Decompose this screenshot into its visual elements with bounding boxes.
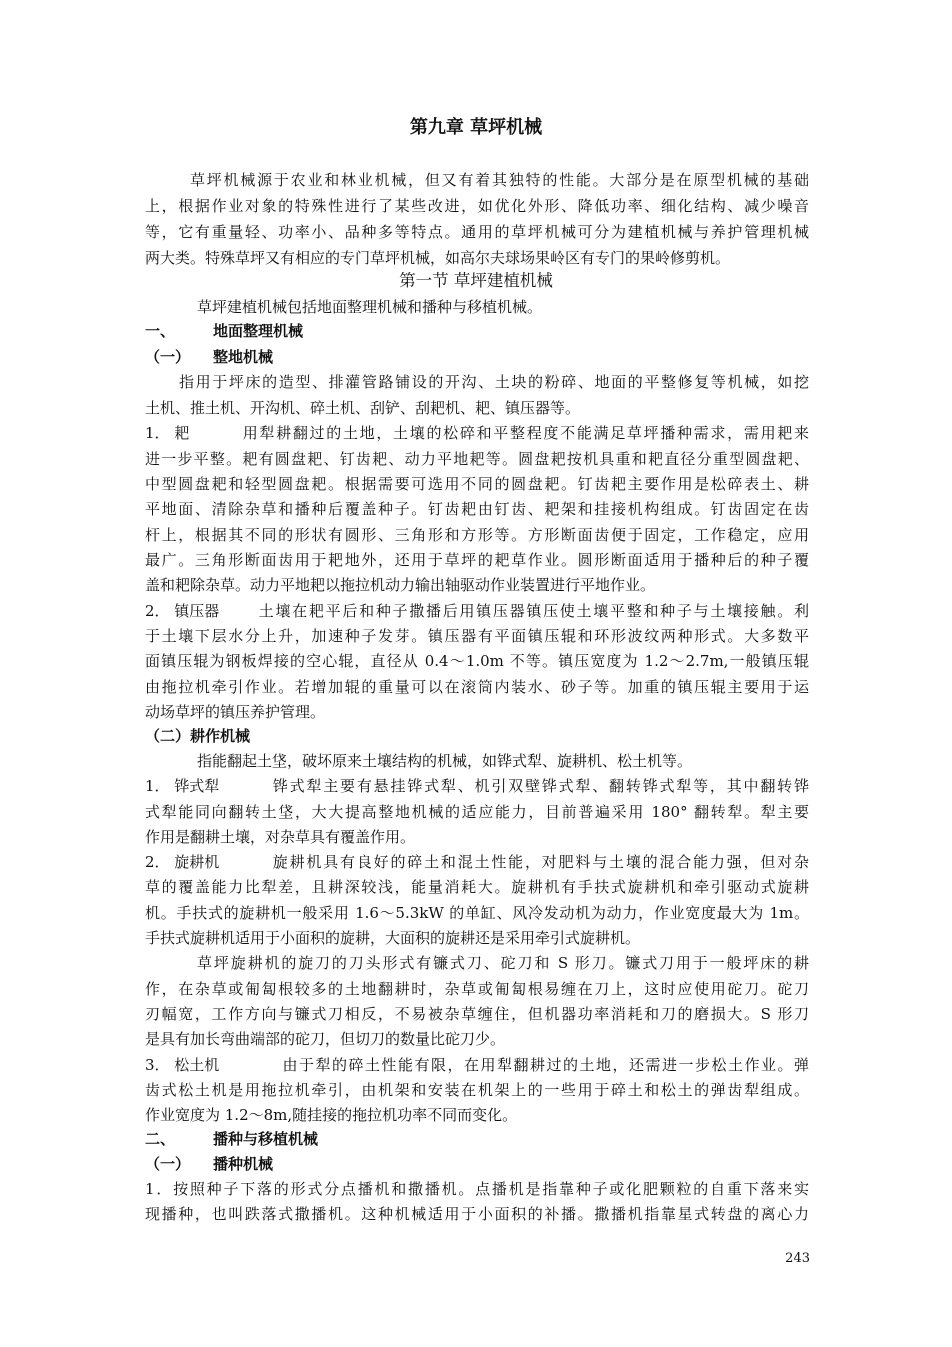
item-text: 由于犁的碎土性能有限，在用犁翻耕过的土地，还需进一步松土作业。弹	[281, 1056, 809, 1074]
paragraph-line: 草的覆盖能力比犁差，且耕深较浅，能量消耗大。旋耕机有手扶式旋耕机和牵引驱动式旋耕	[145, 878, 809, 896]
list-item-line	[145, 849, 809, 875]
paragraph-line: 草坪机械源于农业和林业机械，但又有着其独特的性能。大部分是在原型机械的基础	[190, 171, 809, 189]
paragraph-line: 上，根据作业对象的特殊性进行了某些改进，如优化外形、降低功率、细化结构、减少噪音	[145, 197, 809, 215]
paragraph-line: 齿式松土机是用拖拉机牵引，由机架和安装在机架上的一些用于碎土和松土的弹齿犁组成。	[145, 1081, 809, 1099]
item-text: 旋耕机具有良好的碎土和混土性能，对肥料与土壤的混合能力强，但对杂	[271, 853, 809, 871]
paragraph-line: 动场草坪的镇压养护管理。	[145, 703, 326, 721]
paragraph-line: 中型圆盘耙和轻型圆盘耙。根据需要可选用不同的圆盘耙。钉齿耙主要作用是松碎表土、耕	[145, 475, 809, 493]
paragraph-line: 作业宽度为 1.2～8m,随挂接的拖拉机功率不同而变化。	[145, 1106, 518, 1124]
paragraph-line: 是具有加长弯曲端部的砣刀，但切刀的数量比砣刀少。	[145, 1030, 506, 1048]
item-text: 铧式犁主要有悬挂铧式犁、机引双壁铧式犁、翻转铧式犁等，其中翻转铧	[271, 777, 809, 795]
list-item-line	[145, 420, 809, 446]
paragraph-line: 式犁能同向翻转土垡，大大提高整地机械的适应能力，目前普遍采用 180° 翻转犁。犁主要	[145, 803, 809, 821]
item-marker: 3． 松土机	[145, 1056, 220, 1074]
item-marker: 2． 旋耕机	[145, 853, 220, 871]
heading-text: 地面整理机械	[213, 322, 304, 340]
paragraph-line: 杆上，根据其不同的形状有圆形、三角形和方形等。方形断面齿便于固定，工作稳定，应用	[145, 526, 809, 544]
section-heading: 第一节 草坪建植机械	[399, 271, 553, 290]
paragraph-line: 盖和耙除杂草。动力平地耙以拖拉机动力输出轴驱动作业装置进行平地作业。	[145, 576, 656, 594]
paragraph-line: 两大类。特殊草坪又有相应的专门草坪机械，如高尔夫球场果岭区有专门的果岭修剪机。	[145, 249, 731, 267]
item-text: 土壤在耙平后和种子撒播后用镇压器镇压使土壤平整和种子与土壤接触。利	[257, 602, 809, 620]
list-item-line	[145, 1052, 809, 1078]
paragraph-line: 机。手扶式的旋耕机一般采用 1.6～5.3kW 的单缸、风冷发动机为动力，作业宽度最大为 1m。	[145, 904, 809, 922]
paragraph-line: 现播种，也叫跌落式撒播机。这种机械适用于小面积的补播。撒播机指靠星式转盘的离心力	[145, 1205, 809, 1223]
paragraph-line: 土机、推土机、开沟机、碎土机、刮铲、刮耙机、耙、镇压器等。	[145, 399, 581, 417]
paragraph-line: 平地面、清除杂草和播种后覆盖种子。钉齿耙由钉齿、耙架和挂接机构组成。钉齿固定在齿	[145, 500, 809, 518]
heading-level2	[145, 344, 809, 370]
paragraph-line: 作用是翻耕土壤，对杂草具有覆盖作用。	[145, 828, 416, 846]
paragraph-line: 等，它有重量轻、功率小、品种多等特点。通用的草坪机械可分为建植机械与养护管理机械	[145, 223, 809, 241]
heading-text: 整地机械	[213, 348, 274, 366]
item-marker: 1． 铧式犁	[145, 777, 220, 795]
heading-marker: （一）	[145, 348, 191, 366]
heading-level1	[145, 1126, 809, 1152]
paragraph-line: 草坪旋耕机的旋刀的刀头形式有镰式刀、砣刀和 S 形刀。镰式刀用于一般坪床的耕	[197, 954, 809, 972]
heading-marker: 二、	[145, 1130, 176, 1148]
item-marker: 1． 耙	[145, 424, 190, 442]
list-item-line	[145, 598, 809, 624]
paragraph-line: 进一步平整。耙有圆盘耙、钉齿耙、动力平地耙等。圆盘耙按机具重和耙直径分重型圆盘耙、	[145, 450, 809, 468]
paragraph-line: 刃幅宽，工作方向与镰式刀相反，不易被杂草缠住，但机器功率消耗和刀的磨损大。S 形刀	[145, 1005, 809, 1023]
paragraph-line: 手扶式旋耕机适用于小面积的旋耕，大面积的旋耕还是采用牵引式旋耕机。	[145, 929, 641, 947]
paragraph-line: 于土壤下层水分上升，加速种子发芽。镇压器有平面镇压辊和环形波纹两种形式。大多数平	[145, 627, 809, 645]
paragraph-line: 草坪建植机械包括地面整理机械和播种与移植机械。	[197, 298, 543, 316]
paragraph-line: 1．按照种子下落的形式分点播机和撒播机。点播机是指靠种子或化肥颗粒的自重下落来实	[145, 1180, 809, 1198]
item-marker: 2． 镇压器	[145, 602, 220, 620]
heading-marker: 一、	[145, 322, 176, 340]
heading-level2	[145, 1151, 809, 1177]
paragraph-line: 指能翻起土垡，破坏原来土壤结构的机械，如铧式犁、旋耕机、松土机等。	[197, 752, 693, 770]
heading-text: 播种机械	[213, 1155, 274, 1173]
paragraph-line: 最广。三角形断面齿用于耙地外，还用于草坪的耙草作业。圆形断面适用于播种后的种子覆	[145, 551, 809, 569]
heading-text: 播种与移植机械	[213, 1130, 319, 1148]
paragraph-line: 作，在杂草或匍匐根较多的土地翻耕时，杂草或匍匐根易缠在刀上，这时应使用砣刀。砣刀	[145, 980, 809, 998]
paragraph-line: 指用于坪床的造型、排灌管路铺设的开沟、土块的粉碎、地面的平整修复等机械，如挖	[179, 373, 809, 391]
paragraph-line: 由拖拉机牵引作业。若增加辊的重量可以在滚筒内装水、砂子等。加重的镇压辊主要用于运	[145, 678, 809, 696]
heading-level2: （二）耕作机械	[145, 727, 251, 745]
item-text: 用犁耕翻过的土地，土壤的松碎和平整程度不能满足草坪播种需求，需用耙来	[241, 424, 809, 442]
chapter-title: 第九章 草坪机械	[409, 117, 543, 138]
list-item-line	[145, 773, 809, 799]
heading-level1	[145, 318, 809, 344]
page-number: 243	[785, 1251, 810, 1266]
paragraph-line: 面镇压辊为钢板焊接的空心辊，直径从 0.4～1.0m 不等。镇压宽度为 1.2～2.7m,一般镇压辊	[145, 652, 809, 670]
heading-marker: （一）	[145, 1155, 191, 1173]
